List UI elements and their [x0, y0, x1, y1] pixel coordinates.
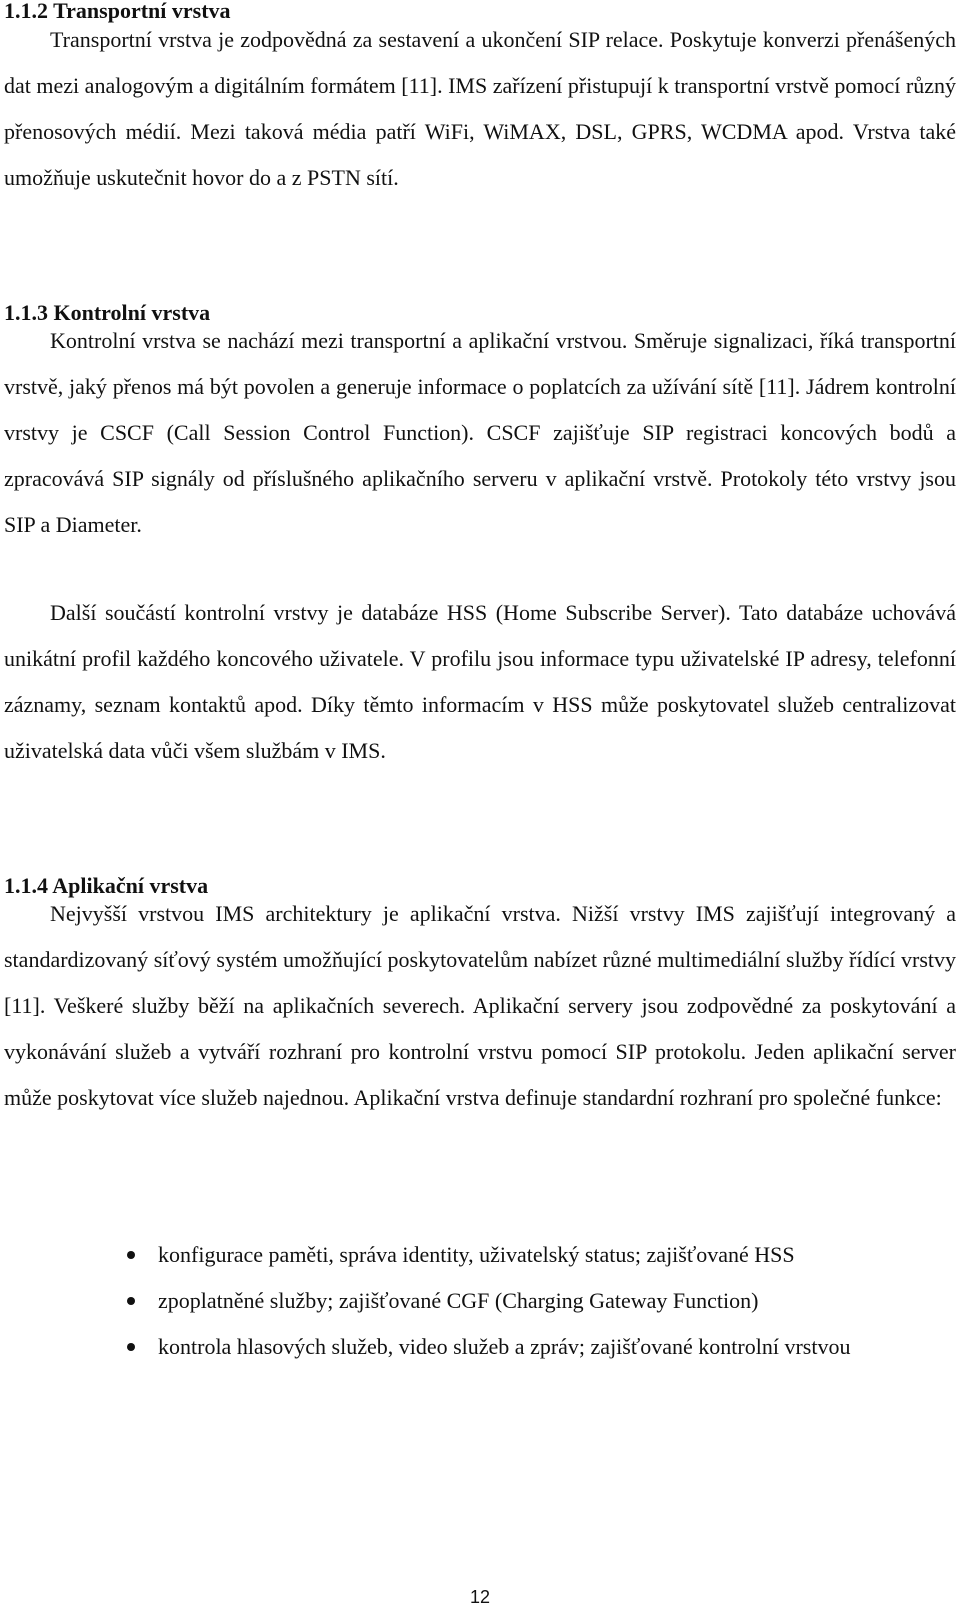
list-item-text: zpoplatněné služby; zajišťované CGF (Charging Gateway Function) — [158, 1288, 759, 1313]
paragraph-control-1: Kontrolní vrstva se nachází mezi transportní a aplikační vrstvou. Směruje signalizaci, říká transportní vrstvě, jaký přenos má být povolen a generuje informace o poplatcích za užívání sítě [11]. Jádrem kontrolní vrstvy je CSCF (Call Session Control Function). CSCF zajišťuje SIP registraci koncových bodů a zpracovává SIP signály od příslušného aplikačního serveru v aplikační vrstvě. Protokoly této vrstvy jsou SIP a Diameter. — [4, 328, 956, 537]
paragraph-control-2: Další součástí kontrolní vrstvy je databáze HSS (Home Subscribe Server). Tato databáze uchovává unikátní profil každého koncového uživatele. V profilu jsou informace typu uživatelské IP adresy, telefonní záznamy, seznam kontaktů apod. Díky těmto informacím v HSS může poskytovatel služeb centralizovat uživatelská data vůči všem službám v IMS. — [4, 600, 956, 763]
page-number: 12 — [469, 1587, 491, 1607]
section-heading-application: 1.1.4 Aplikační vrstva — [4, 873, 209, 898]
bullet-icon — [127, 1343, 135, 1351]
bullet-icon — [127, 1251, 135, 1259]
paragraph-application: Nejvyšší vrstvou IMS architektury je aplikační vrstva. Nižší vrstvy IMS zajišťují integrovaný a standardizovaný síťový systém umožňující poskytovatelům nabízet různé multimediální služby řídící vrstvy [11]. Veškeré služby běží na aplikačních severech. Aplikační servery jsou zodpovědné za poskytování a vykonávání služeb a vytváří rozhraní pro kontrolní vrstvu pomocí SIP protokolu. Jeden aplikační server může poskytovat více služeb najednou. Aplikační vrstva definuje standardní rozhraní pro společné funkce: — [4, 901, 956, 1110]
paragraph-transport — [4, 17, 956, 201]
function-bullet-list — [4, 1232, 956, 1370]
section-heading-control: 1.1.3 Kontrolní vrstva — [4, 300, 211, 325]
paragraph-transport-text: Transportní vrstva je zodpovědná za sestavení a ukončení SIP relace. Poskytuje konverzi přenášených dat mezi analogovým a digitálním formátem [11]. IMS zařízení přistupují k transportní vrstvě pomocí různý přenosových médií. Mezi taková média patří WiFi, WiMAX, DSL, GPRS, WCDMA apod. Vrstva také umožňuje uskutečnit hovor do a z PSTN sítí. — [4, 27, 956, 190]
list-item-text: kontrola hlasových služeb, video služeb a zpráv; zajišťované kontrolní vrstvou — [158, 1334, 851, 1359]
section-heading-transport: 1.1.2 Transportní vrstva — [4, 0, 231, 23]
list-item-text: konfigurace paměti, správa identity, uživatelský status; zajišťované HSS — [158, 1242, 795, 1267]
list-item — [4, 1278, 956, 1324]
list-item — [4, 1324, 956, 1370]
bullet-icon — [127, 1297, 135, 1305]
list-item — [4, 1232, 956, 1278]
